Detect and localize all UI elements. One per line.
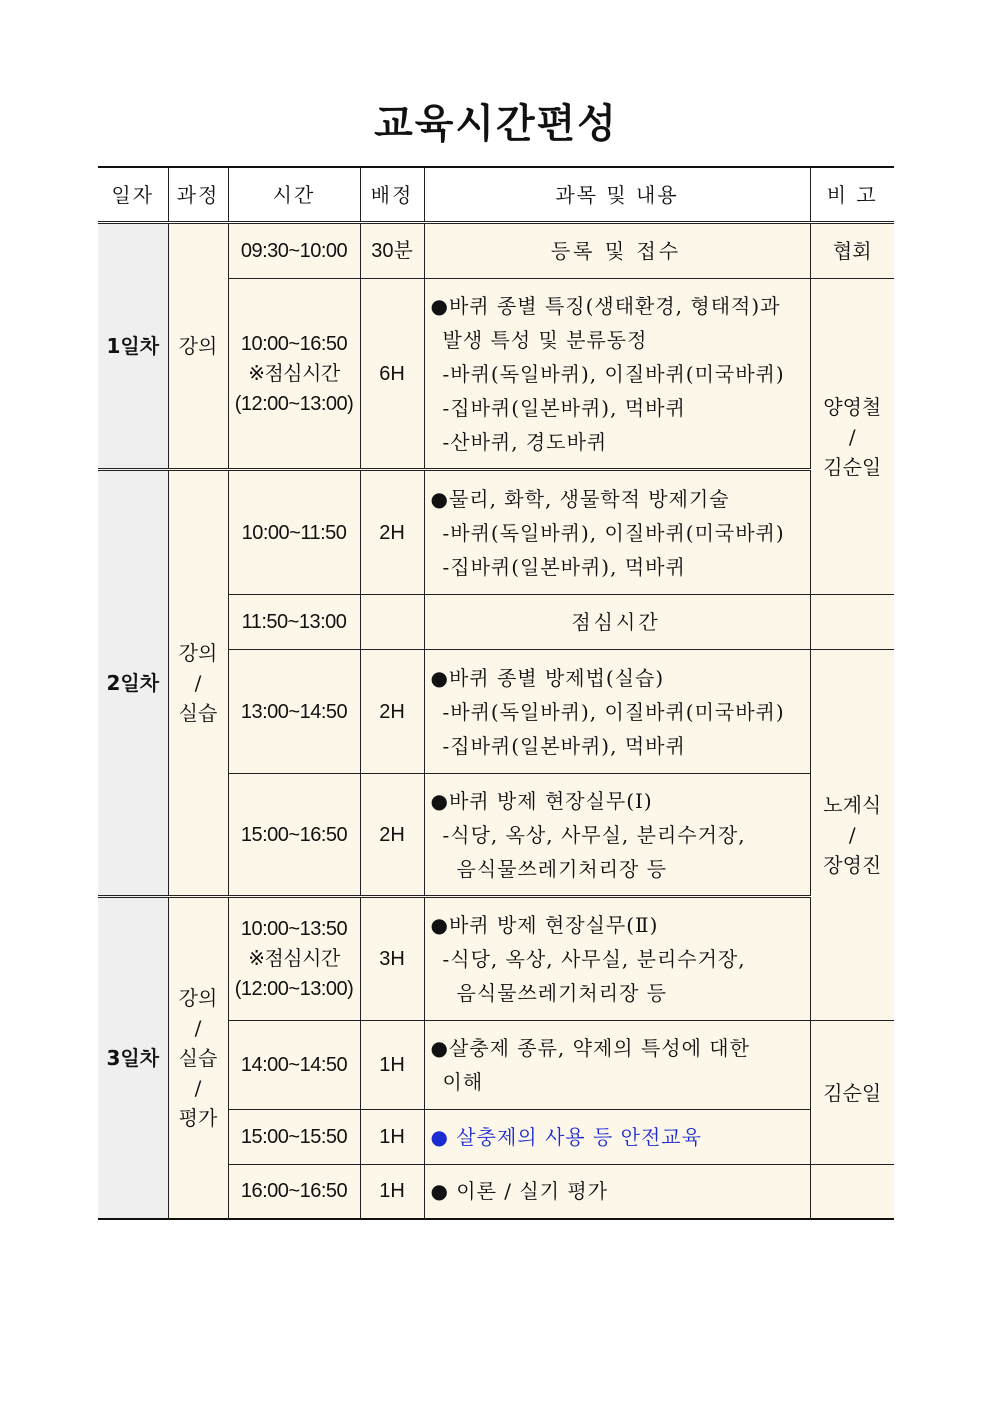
content-cell <box>424 1165 810 1219</box>
note-cell: 협회 <box>810 223 894 279</box>
content-line: -바퀴(독일바퀴), 이질바퀴(미국바퀴) <box>442 361 785 386</box>
schedule-table <box>98 166 894 1220</box>
time-line: 10:00~11:50 <box>241 521 347 544</box>
alloc-cell: 3H <box>360 897 424 1021</box>
time-line: 15:00~16:50 <box>240 823 348 846</box>
content-line: ●바퀴 방제 현장실무(Ⅰ) <box>430 788 653 813</box>
course-2-cell <box>168 470 228 897</box>
alloc-cell: 30분 <box>360 223 424 279</box>
note-line: 노계식 <box>823 793 882 817</box>
header-row <box>98 167 894 223</box>
time-cell <box>228 897 360 1021</box>
content-line: ●바퀴 종별 특징(생태환경, 형태적)과 <box>430 293 781 318</box>
content-line: 음식물쓰레기처리장 등 <box>456 856 668 881</box>
content-line: ●바퀴 종별 방제법(실습) <box>430 665 665 690</box>
header-content: 과목 및 내용 <box>424 167 810 223</box>
alloc-cell: 2H <box>360 774 424 897</box>
alloc-cell <box>360 595 424 650</box>
alloc-cell: 6H <box>360 279 424 470</box>
time-line: 11:50~13:00 <box>241 611 347 633</box>
content-line: 이해 <box>442 1070 484 1094</box>
content-cell <box>424 774 810 897</box>
header-note: 비 고 <box>810 167 894 223</box>
course-line: / <box>194 1015 202 1040</box>
header-alloc: 배정 <box>360 167 424 223</box>
alloc-cell: 2H <box>360 470 424 595</box>
page-title: 교육시간편성 <box>374 100 618 147</box>
note-cell-empty <box>810 1165 894 1219</box>
note-line: 김순일 <box>823 454 882 479</box>
course-line: 강의 <box>178 985 218 1010</box>
day-3-cell: 3일차 <box>98 897 168 1219</box>
note-line: / <box>848 823 856 847</box>
time-line: 10:00~16:50 <box>240 332 348 355</box>
content-line: ● 이론 / 실기 평가 <box>430 1179 609 1204</box>
content-line: ●바퀴 방제 현장실무(Ⅱ) <box>430 913 659 937</box>
table-row <box>98 897 894 1021</box>
content-line: -산바퀴, 경도바퀴 <box>442 429 608 454</box>
course-line: 실습 <box>178 701 218 725</box>
content-cell <box>424 1021 810 1110</box>
content-cell <box>424 595 810 650</box>
header-day: 일자 <box>98 167 168 223</box>
note-line: 양영철 <box>823 394 882 419</box>
time-line: 14:00~14:50 <box>240 1054 348 1076</box>
content-cell <box>424 897 810 1021</box>
content-line: -집바퀴(일본바퀴), 먹바퀴 <box>442 554 686 579</box>
note-line: 장영진 <box>823 853 882 877</box>
course-line: 강의 <box>178 641 218 665</box>
content-line: ● 살충제의 사용 등 안전교육 <box>430 1125 702 1149</box>
time-line: 13:00~14:50 <box>240 700 348 723</box>
time-line: 16:00~16:50 <box>240 1180 348 1203</box>
content-line: -식당, 옥상, 사무실, 분리수거장, <box>442 947 746 971</box>
note-cell-empty <box>810 595 894 650</box>
course-line: 평가 <box>178 1105 218 1130</box>
content-line: ●살충제 종류, 약제의 특성에 대한 <box>430 1036 750 1060</box>
table-row <box>98 223 894 279</box>
content-cell <box>424 223 810 279</box>
content-line: 점심시간 <box>571 610 661 634</box>
alloc-cell: 1H <box>360 1021 424 1110</box>
course-1-cell: 강의 <box>168 223 228 470</box>
header-time: 시간 <box>228 167 360 223</box>
time-line: 10:00~13:50 <box>240 918 348 940</box>
content-line: -바퀴(독일바퀴), 이질바퀴(미국바퀴) <box>442 520 785 545</box>
time-cell <box>228 470 360 595</box>
time-cell <box>228 1021 360 1110</box>
course-line: / <box>194 671 202 695</box>
alloc-cell: 1H <box>360 1165 424 1219</box>
note-cell <box>810 279 894 595</box>
time-line: ※점심시간 <box>248 948 340 970</box>
time-cell <box>228 279 360 470</box>
day-2-cell: 2일차 <box>98 470 168 897</box>
table-row <box>98 470 894 595</box>
content-line: -집바퀴(일본바퀴), 먹바퀴 <box>442 395 686 420</box>
content-line: 발생 특성 및 분류동정 <box>442 327 648 352</box>
time-cell <box>228 1165 360 1219</box>
note-cell: 김순일 <box>810 1021 894 1165</box>
course-line: 실습 <box>178 1045 218 1070</box>
time-line: ※점심시간 <box>248 362 340 385</box>
header-course: 과정 <box>168 167 228 223</box>
alloc-cell: 1H <box>360 1110 424 1165</box>
content-line: -바퀴(독일바퀴), 이질바퀴(미국바퀴) <box>442 699 785 724</box>
content-line: -집바퀴(일본바퀴), 먹바퀴 <box>442 733 686 758</box>
time-cell <box>228 595 360 650</box>
time-line: 09:30~10:00 <box>240 240 348 262</box>
time-cell <box>228 1110 360 1165</box>
content-cell <box>424 470 810 595</box>
note-line: / <box>848 424 856 449</box>
time-line: (12:00~13:00) <box>234 392 354 415</box>
content-cell <box>424 650 810 774</box>
content-line: ●물리, 화학, 생물학적 방제기술 <box>430 486 730 511</box>
time-cell <box>228 650 360 774</box>
time-cell <box>228 774 360 897</box>
content-line: 등록 및 접수 <box>550 239 682 263</box>
course-3-cell <box>168 897 228 1219</box>
content-cell <box>424 279 810 470</box>
content-line: -식당, 옥상, 사무실, 분리수거장, <box>442 822 746 847</box>
alloc-cell: 2H <box>360 650 424 774</box>
time-line: (12:00~13:00) <box>234 978 354 1000</box>
course-line: / <box>194 1075 202 1100</box>
time-line: 15:00~15:50 <box>240 1126 348 1148</box>
day-1-cell: 1일차 <box>98 223 168 470</box>
content-cell <box>424 1110 810 1165</box>
note-cell <box>810 650 894 1021</box>
time-cell <box>228 223 360 279</box>
content-line: 음식물쓰레기처리장 등 <box>456 981 668 1005</box>
